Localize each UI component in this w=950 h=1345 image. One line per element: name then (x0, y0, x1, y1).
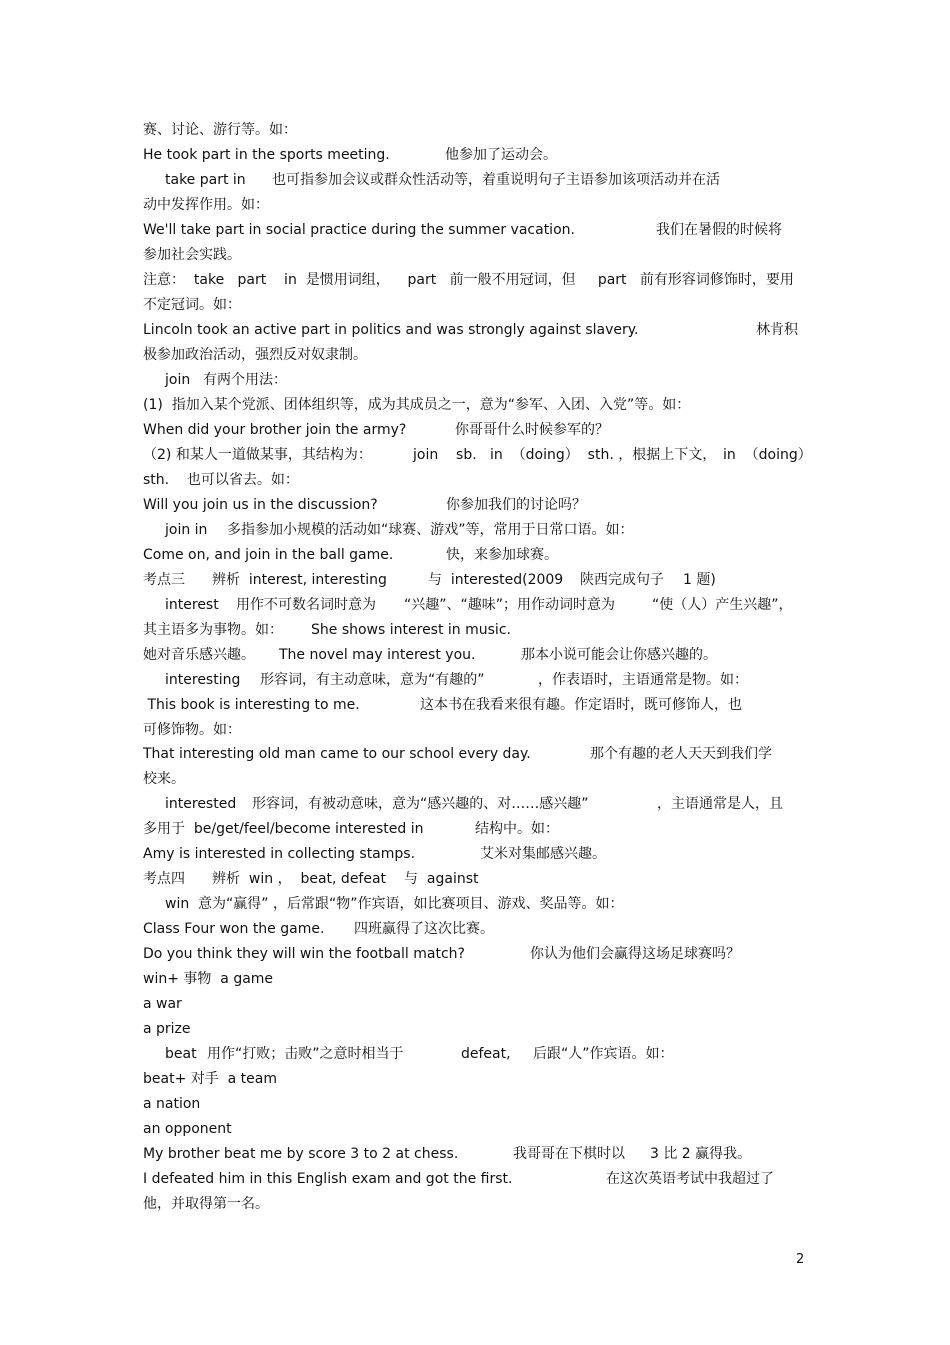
text-segment: He took part in the sports meeting. (143, 147, 390, 163)
text-segment: “使（人）产生兴趣”， (652, 597, 793, 613)
text-segment: 3 比 2 赢得我。 (650, 1146, 752, 1162)
text-segment: 用作“打败；击败”之意时相当于 (207, 1046, 404, 1062)
text-segment: ，作表语时，主语通常是物。如： (538, 672, 748, 688)
text-segment: We'll take part in social practice during the summer vacation. (143, 222, 575, 238)
text-segment: an opponent (143, 1121, 232, 1137)
text-segment: 这本书在我看来很有趣。作定语时，既可修饰人，也 (420, 697, 742, 713)
text-segment: 快，来参加球赛。 (446, 547, 558, 563)
text-segment: beat+ 对手 a team (143, 1071, 277, 1087)
text-segment: 有两个用法： (203, 372, 287, 388)
text-segment: 辨析 interest, interesting (212, 572, 387, 588)
text-segment: in （doing） (723, 447, 812, 463)
text-segment: This book is interesting to me. (143, 697, 360, 713)
text-segment: 后跟“人”作宾语。如： (533, 1046, 674, 1062)
text-segment: When did your brother join the army? (143, 422, 407, 438)
text-segment: 辨析 win ， beat, defeat (212, 871, 387, 887)
text-segment: 用作不可数名词时意为 (236, 597, 376, 613)
text-segment: 注意： take part in 是惯用词组， part 前一般不用冠词，但 part 前有形容词修饰时，要用 (143, 272, 794, 288)
text-segment: win (165, 896, 190, 912)
text-segment: 那本小说可能会让你感兴趣的。 (521, 647, 717, 663)
text-segment: （2) 和某人一道做某事，其结构为： (143, 447, 372, 463)
text-segment: a prize (143, 1021, 191, 1037)
text-segment: Will you join us in the discussion? (143, 497, 378, 513)
text-segment: join (165, 372, 191, 388)
text-segment: win+ 事物 a game (143, 971, 274, 987)
text-segment: 其主语多为事物。如： (143, 622, 283, 638)
text-segment: 动中发挥作用。如： (143, 197, 269, 213)
text-segment: 在这次英语考试中我超过了 (606, 1171, 774, 1187)
text-segment: 考点三 (143, 572, 185, 588)
text-segment: 我哥哥在下棋时以 (513, 1146, 625, 1162)
text-segment: 1 题) (683, 572, 716, 588)
text-segment: 我们在暑假的时候将 (656, 222, 782, 238)
text-segment: interested (165, 796, 237, 812)
text-segment: 与 against (404, 871, 479, 887)
text-segment: defeat, (461, 1046, 511, 1062)
text-segment: 考点四 (143, 871, 185, 887)
text-segment: Amy is interested in collecting stamps. (143, 846, 416, 862)
text-segment: 也可指参加会议或群众性活动等，着重说明句子主语参加该项活动并在活 (272, 172, 720, 188)
text-segment: Come on, and join in the ball game. (143, 547, 394, 563)
text-segment: 赛、讨论、游行等。如： (143, 122, 297, 138)
text-segment: ，主语通常是人，且 (657, 796, 783, 812)
text-segment: 结构中。如： (475, 821, 559, 837)
text-segment: That interesting old man came to our school every day. (143, 746, 531, 762)
text-segment: The novel may interest you. (279, 647, 476, 663)
text-segment: 与 interested(2009 (428, 572, 564, 588)
text-segment: interest (165, 597, 219, 613)
text-segment: 极参加政治活动，强烈反对奴隶制。 (143, 347, 367, 363)
page-number: 2 (796, 1252, 805, 1267)
text-segment: 陕西完成句子 (580, 572, 664, 588)
text-segment: Class Four won the game. (143, 921, 325, 937)
text-segment: 他，并取得第一名。 (143, 1196, 269, 1212)
text-segment: She shows interest in music. (311, 622, 511, 638)
text-segment: a nation (143, 1096, 201, 1112)
text-segment: a war (143, 996, 182, 1012)
text-segment: 意为“赢得” ，后常跟“物”作宾语，如比赛项目、游戏、奖品等。如： (198, 896, 624, 912)
text-segment: 形容词，有被动意味，意为“感兴趣的、对……感兴趣” (252, 796, 589, 812)
text-segment: 可修饰物。如： (143, 722, 241, 738)
text-segment: 她对音乐感兴趣。 (143, 647, 255, 663)
text-segment: “兴趣”、“趣味”；用作动词时意为 (404, 597, 616, 613)
text-segment: 不定冠词。如： (143, 297, 241, 313)
text-segment: 你认为他们会赢得这场足球赛吗？ (530, 946, 740, 962)
text-segment: 多用于 be/get/feel/become interested in (143, 821, 424, 837)
text-segment: join sb. in （doing） sth. ，根据上下文， (413, 447, 717, 463)
text-segment: join in (165, 522, 208, 538)
text-segment: My brother beat me by score 3 to 2 at chess. (143, 1146, 459, 1162)
text-segment: sth. 也可以省去。如： (143, 472, 299, 488)
text-segment: 那个有趣的老人天天到我们学 (590, 746, 772, 762)
text-segment: 你哥哥什么时候参军的？ (455, 422, 609, 438)
text-segment: 参加社会实践。 (143, 247, 241, 263)
text-segment: (1) 指加入某个党派、团体组织等，成为其成员之一，意为“参军、入团、入党”等。如： (143, 397, 691, 413)
text-segment: take part in (165, 172, 246, 188)
text-segment: 你参加我们的讨论吗？ (446, 497, 586, 513)
text-segment: 艾米对集邮感兴趣。 (480, 846, 606, 862)
text-segment: beat (165, 1046, 197, 1062)
text-segment: 四班赢得了这次比赛。 (354, 921, 494, 937)
text-segment: I defeated him in this English exam and got the first. (143, 1171, 513, 1187)
text-segment: 校来。 (143, 771, 185, 787)
text-segment: 形容词，有主动意味，意为“有趣的” (260, 672, 485, 688)
text-segment: interesting (165, 672, 241, 688)
text-segment: 他参加了运动会。 (445, 147, 557, 163)
text-segment: 林肯积 (756, 322, 798, 338)
text-segment: 多指参加小规模的活动如“球赛、游戏”等，常用于日常口语。如： (227, 522, 634, 538)
text-segment: Lincoln took an active part in politics and was strongly against slavery. (143, 322, 639, 338)
text-segment: Do you think they will win the football match? (143, 946, 465, 962)
